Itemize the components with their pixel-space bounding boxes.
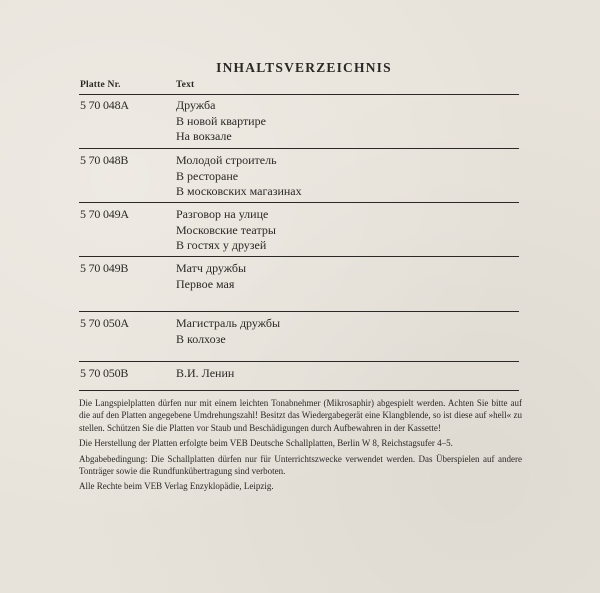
entry-title: В гостях у друзей (176, 238, 267, 252)
entry-title: Молодой строитель (176, 153, 277, 167)
entry-title: В московских магазинах (176, 184, 302, 198)
entry-title: В новой квартире (176, 113, 266, 128)
note-paragraph: Die Herstellung der Platten erfolgte beim VEB Deutsche Schallplatten, Berlin W 8, Reichstagsufer 4–5. (79, 438, 453, 449)
entry-titles (176, 153, 302, 200)
entry-number: 5 70 048B (80, 153, 129, 167)
rule-divider (79, 361, 519, 362)
note-paragraph: Abgabebedingung: Die Schallplatten dürfen nur für Unterrichtszwecke verwendet werden. Das Überspielen auf andere Tonträger sowie die Rundfunkübertragung sind verboten. (79, 453, 522, 477)
column-header-nr: Platte Nr. (80, 80, 121, 90)
entry-title: В.И. Ленин (176, 366, 235, 380)
entry-number: 5 70 048A (80, 98, 129, 112)
entry-title: В колхозе (176, 331, 226, 346)
entry-titles (176, 366, 234, 382)
entry-title: В ресторане (176, 168, 239, 183)
entry-number: 5 70 050A (80, 316, 129, 330)
entry-title: На вокзале (176, 129, 232, 143)
entry-titles (176, 207, 276, 254)
entry-number: 5 70 049A (80, 207, 129, 221)
entry-title: Московские театры (176, 222, 276, 237)
entry-titles (176, 261, 246, 292)
rule-divider (79, 256, 519, 257)
rule-bottom (79, 390, 519, 391)
rule-divider (79, 311, 519, 312)
entry-title: Матч дружбы (176, 261, 247, 275)
note-paragraph: Alle Rechte beim VEB Verlag Enzyklopädie, Leipzig. (79, 481, 274, 492)
notes (79, 397, 522, 496)
entry-number: 5 70 049B (80, 261, 129, 275)
entry-number: 5 70 050B (80, 366, 129, 380)
entry-title: Дружба (176, 98, 216, 112)
entry-titles (176, 98, 266, 145)
entry-title: Первое мая (176, 276, 235, 291)
note-paragraph: Die Langspielplatten dürfen nur mit einem leichten Tonabnehmer (Mikrosaphir) abgespielt werden. Achten Sie bitte auf die auf den Platten angegebene Umdrehungszahl! Besitzt das Wiedergabegerät eine Klangblende, so ist diese auf »hell« zu stellen. Schützen Sie die Platten vor Staub und Beschädigungen durch Aufbewahren in der Kassette! (79, 398, 522, 433)
rule-divider (79, 202, 519, 203)
entry-title: Магистраль дружбы (176, 316, 281, 330)
rule-header (79, 94, 519, 95)
entry-title: Разговор на улице (176, 207, 269, 221)
column-header-text: Text (176, 80, 195, 90)
rule-divider (79, 148, 519, 149)
entry-titles (176, 316, 280, 347)
page-title: INHALTSVERZEICHNIS (216, 60, 392, 75)
